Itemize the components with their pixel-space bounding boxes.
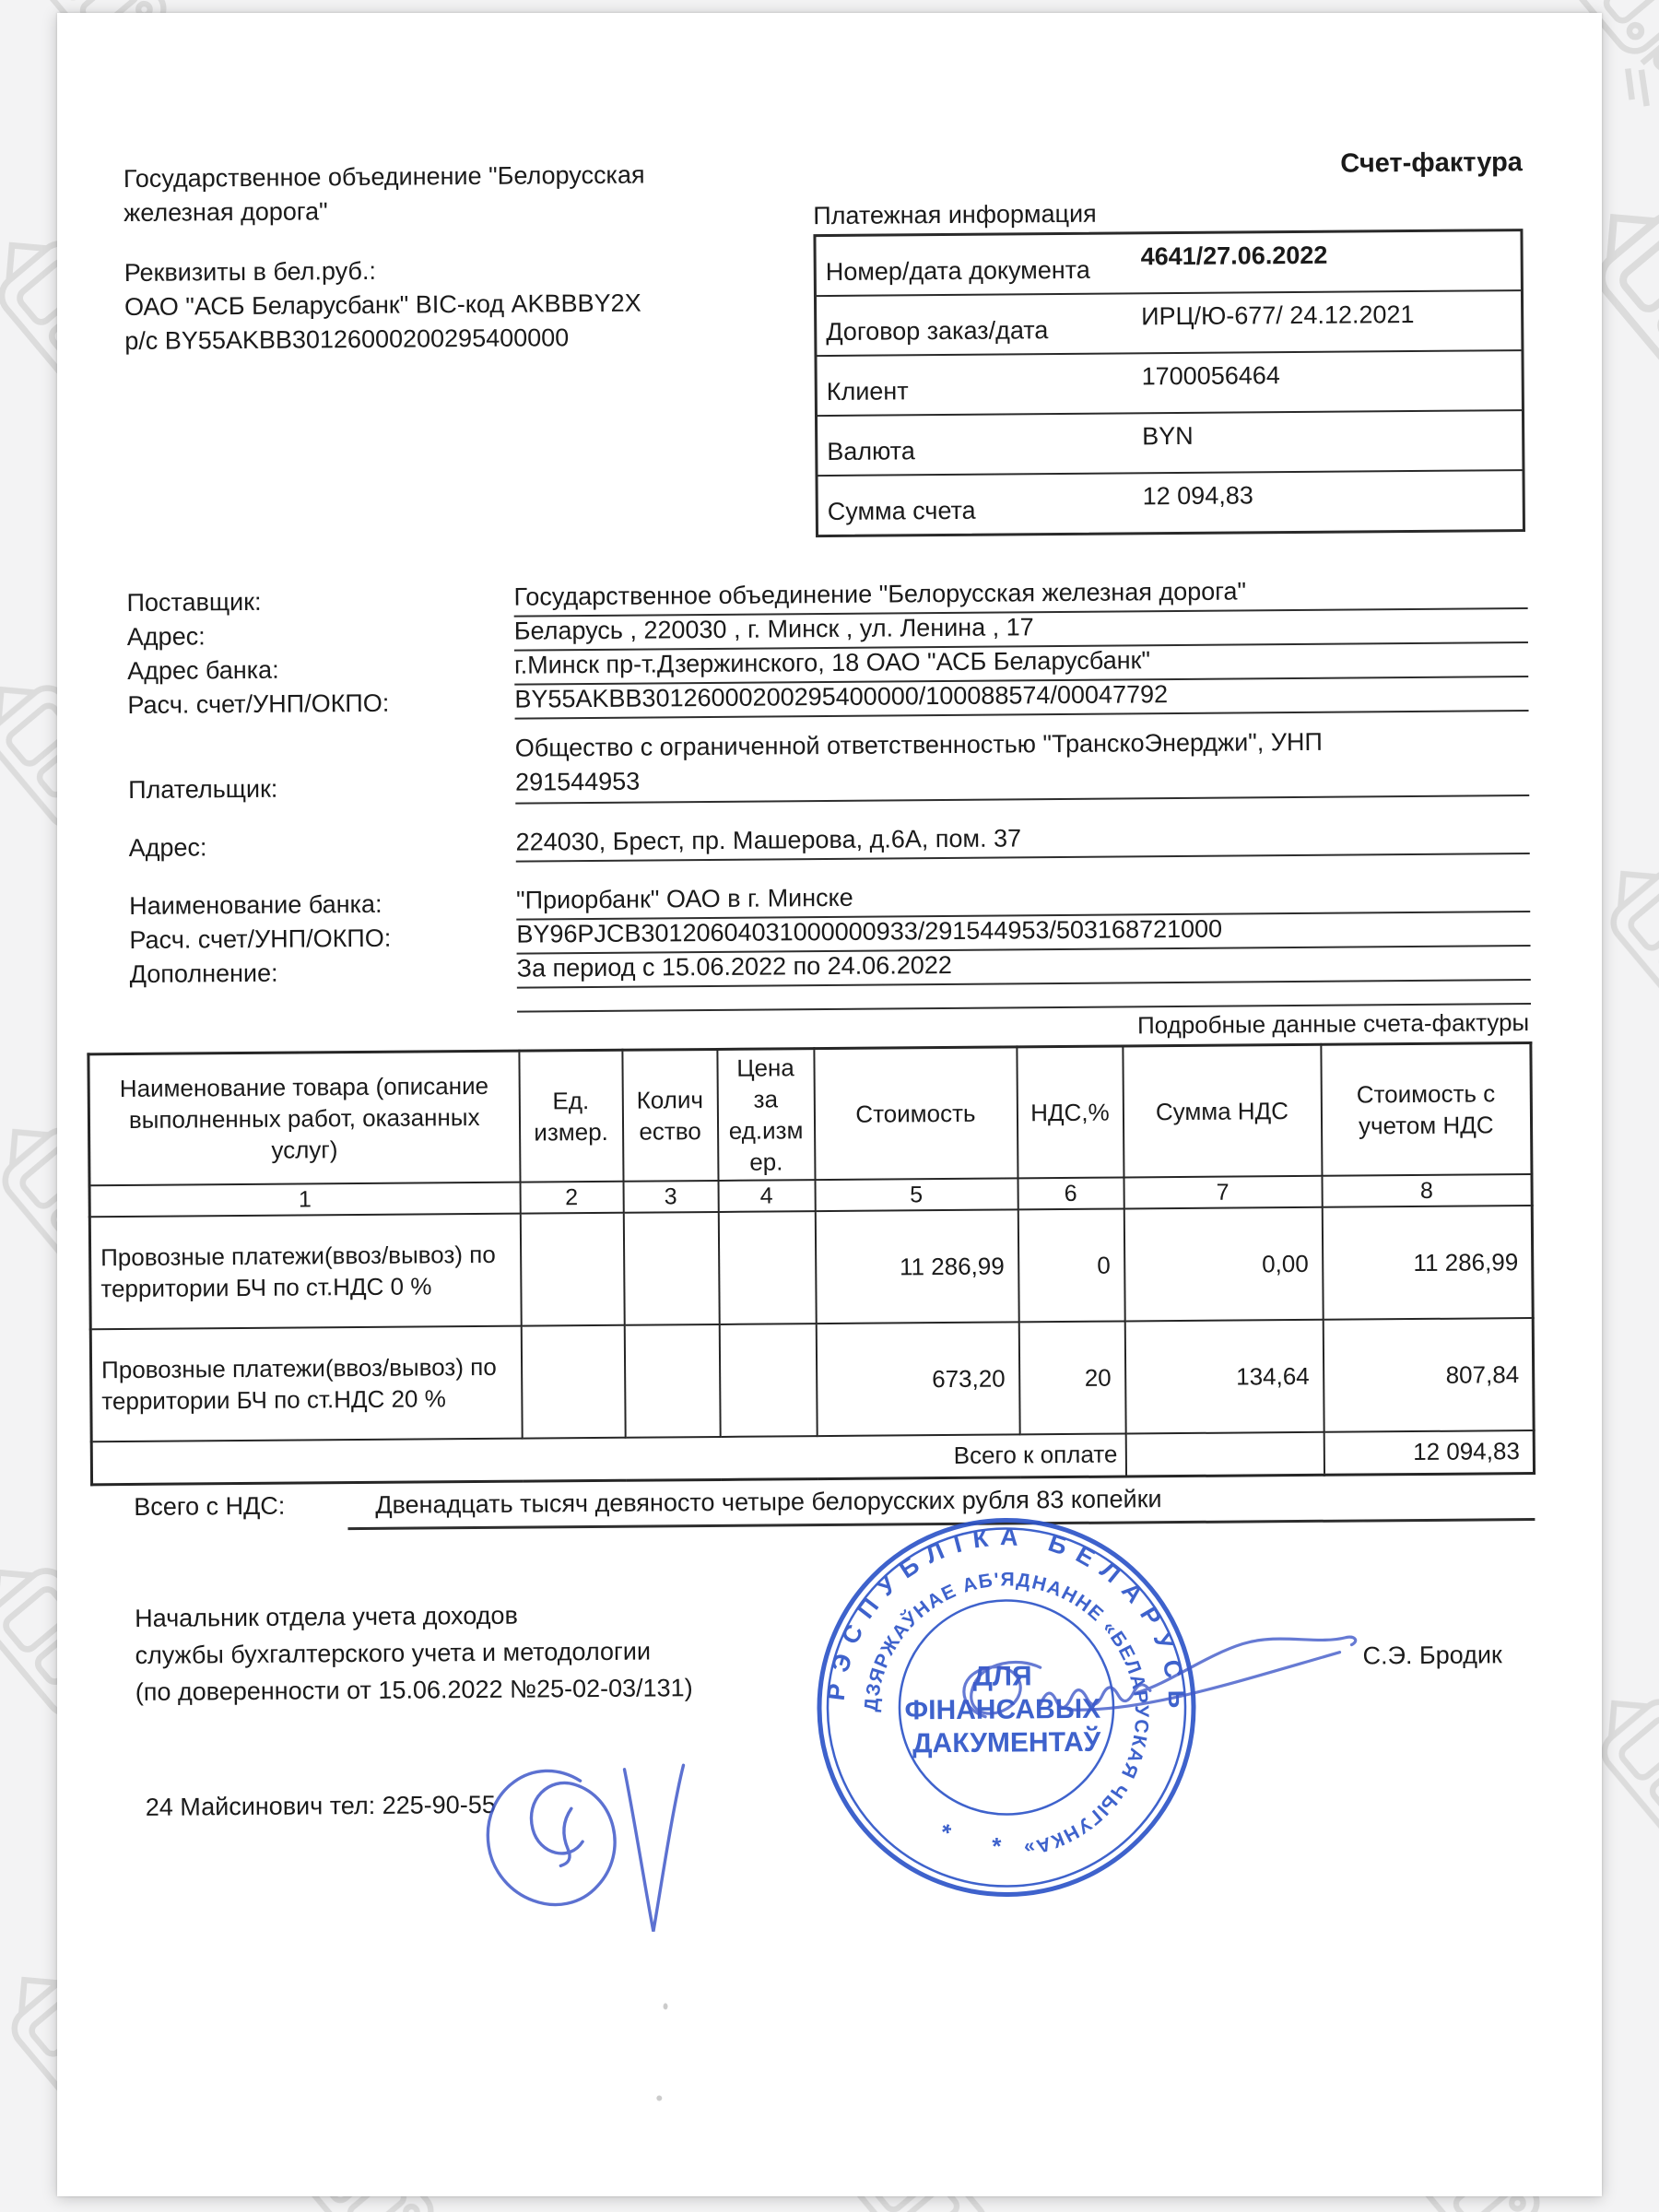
item-cost: 673,20 [816, 1322, 1019, 1436]
col-number: 5 [815, 1178, 1018, 1211]
col-header-cost: Стоимость [814, 1047, 1018, 1180]
payment-row-value: 4641/27.06.2022 [1140, 241, 1328, 271]
col-header-cost-with-vat: Стоимость с учетом НДС [1321, 1043, 1532, 1176]
signature-position-line: Начальник отдела учета доходов [135, 1601, 518, 1632]
col-header-qty: Колич ество [622, 1049, 718, 1181]
party-value: "Приорбанк" ОАО в г. Минске [516, 878, 1530, 921]
scan-speck [656, 2095, 662, 2100]
document-title: Счет-фактура [1340, 147, 1523, 179]
header-org-block [124, 158, 688, 359]
col-header-price: Цена за ед.изм ер. [717, 1049, 815, 1181]
invoice-table-caption: Подробные данные счета-фактуры [1136, 1008, 1530, 1040]
signer-name: С.Э. Бродик [1362, 1641, 1502, 1670]
payment-row-value: 12 094,83 [1142, 481, 1253, 511]
org-account-line: р/с BY55AKBB30126000200295400000 [124, 324, 570, 355]
stamp-inner-text: ДЗЯРЖАЎНАЕ АБ'ЯДНАННЕ «БЕЛАРУСКАЯ ЧЫГУНКА» [860, 1569, 1153, 1860]
total-label: Всего к оплате [91, 1433, 1125, 1484]
total-in-words-value: Двенадцать тысяч девяносто четыре белорусских рубля 83 копейки [347, 1478, 1535, 1530]
col-header-vat-amount: Сумма НДС [1123, 1044, 1322, 1177]
party-value: BY55AKBB30126000200295400000/100088574/00047792 [514, 677, 1528, 720]
org-bank-line: ОАО "АСБ Беларусбанк" BIC-код AKBBBY2X [124, 288, 641, 321]
item-cost-with-vat: 807,84 [1323, 1318, 1534, 1432]
signature-position-line: (по доверенности от 15.06.2022 №25-02-03/131) [135, 1674, 693, 1706]
party-label: Адрес: [126, 622, 206, 651]
stamp-center-line: ДАКУМЕНТАЎ [912, 1726, 1101, 1759]
invoice-content [51, 6, 1613, 2202]
invoice-table [87, 1041, 1535, 1486]
party-value: Государственное объединение "Белорусская железная дорога" [513, 575, 1527, 618]
payment-row-label: Номер/дата документа [825, 255, 1090, 287]
stamp-center-line: ФІНАНСАВЫХ [904, 1693, 1101, 1726]
total-value: 12 094,83 [1324, 1430, 1534, 1475]
col-header-unit: Ед. измер. [519, 1050, 623, 1182]
col-number: 1 [89, 1182, 520, 1218]
payment-row-label: Сумма счета [827, 496, 976, 526]
party-row-payer [128, 712, 1530, 807]
item-name: Провозные платежи(ввоз/вывоз) по территории БЧ по ст.НДС 0 % [89, 1214, 521, 1330]
signature-position-line: службы бухгалтерского учета и методологии [135, 1637, 652, 1669]
party-value: Беларусь , 220030 , г. Минск , ул. Ленина , 17 [514, 609, 1528, 652]
total-empty-cell [1125, 1432, 1324, 1477]
payment-row-amount [818, 471, 1523, 535]
party-label: Наименование банка: [129, 889, 382, 920]
col-number: 4 [718, 1180, 815, 1212]
item-price [718, 1211, 816, 1324]
payment-row-doc-number [816, 231, 1520, 297]
party-value: 224030, Брест, пр. Машерова, д.6А, пом. 37 [515, 820, 1529, 863]
party-label: Адрес: [128, 833, 207, 862]
stamp-outer-text: РЭСПУБЛІКА БЕЛАРУСЬ [821, 1522, 1192, 1720]
item-unit [521, 1325, 625, 1439]
col-number: 7 [1124, 1176, 1322, 1209]
item-cost-with-vat: 11 286,99 [1322, 1206, 1533, 1320]
table-row [89, 1206, 1533, 1329]
item-vat-amount: 134,64 [1124, 1320, 1324, 1434]
party-value: BY96PJCB30120604031000000933/291544953/503168721000 [516, 912, 1530, 955]
payment-info-table [813, 229, 1525, 537]
col-number: 6 [1018, 1178, 1124, 1210]
item-qty [624, 1324, 720, 1438]
party-label: Расч. счет/УНП/ОКПО: [127, 688, 390, 719]
col-number: 2 [520, 1182, 623, 1214]
payment-row-value: 1700056464 [1141, 361, 1280, 391]
col-number: 8 [1322, 1174, 1532, 1207]
org-name: Государственное объединение "Белорусская железная дорога" [123, 160, 645, 227]
col-header-name: Наименование товара (описание выполненных работ, оказанных услуг) [88, 1051, 520, 1185]
item-name: Провозные платежи(ввоз/вывоз) по территории БЧ по ст.НДС 20 % [90, 1326, 522, 1442]
stamp-center-line: ДЛЯ [972, 1661, 1032, 1692]
item-vat-percent: 0 [1018, 1209, 1124, 1323]
table-row [90, 1318, 1534, 1441]
party-value-text: Общество с ограниченной ответственностью "ТранскоЭнерджи", УНП 291544953 [514, 727, 1323, 796]
party-label: Поставщик: [126, 587, 262, 617]
party-value: За период с 15.06.2022 по 24.06.2022 [517, 947, 1531, 989]
party-label [130, 1010, 517, 1016]
item-vat-percent: 20 [1018, 1321, 1125, 1434]
col-header-vat-percent: НДС,% [1017, 1046, 1124, 1178]
invoice-table-header-row [88, 1043, 1532, 1186]
handwritten-signature-secondary [460, 1743, 738, 1966]
payment-row-value: ИРЦ/Ю-677/ 24.12.2021 [1141, 300, 1415, 331]
item-vat-amount: 0,00 [1124, 1207, 1323, 1322]
party-label: Адрес банка: [127, 655, 279, 685]
scan-speck [664, 2003, 668, 2009]
item-qty [623, 1212, 719, 1325]
payment-row-client [817, 351, 1521, 417]
blank-underline [517, 971, 1531, 1013]
party-label: Дополнение: [129, 959, 278, 988]
payment-row-label: Валюта [827, 437, 915, 466]
col-number: 3 [623, 1181, 718, 1213]
item-price [719, 1324, 817, 1437]
total-in-words-label: Всего с НДС: [134, 1491, 286, 1521]
handwritten-signature-main [929, 1617, 1372, 1768]
requisites-label: Реквизиты в бел.руб.: [124, 256, 377, 287]
party-label: Плательщик: [128, 774, 278, 804]
signature-position-block [135, 1594, 818, 1711]
payment-row-currency [818, 411, 1522, 477]
payment-row-label: Клиент [826, 377, 909, 406]
item-cost: 11 286,99 [815, 1209, 1018, 1324]
parties-block [126, 575, 1531, 1016]
party-label: Расч. счет/УНП/ОКПО: [129, 924, 392, 954]
party-value: г.Минск пр-т.Дзержинского, 18 ОАО "АСБ Беларусбанк" [514, 643, 1528, 686]
payment-info-title: Платежная информация [813, 199, 1097, 230]
item-unit [520, 1213, 624, 1326]
contact-note: 24 Майсинович тел: 225-90-55 [145, 1790, 496, 1821]
invoice-page [57, 13, 1602, 2196]
payment-row-value: BYN [1142, 421, 1194, 451]
svg-text:* * [935, 1817, 1022, 1860]
stamp-bottom-marks: * * [935, 1818, 1022, 1860]
party-value [515, 724, 1530, 805]
payment-row-label: Договор заказ/дата [826, 316, 1049, 347]
payment-row-contract [817, 291, 1521, 357]
